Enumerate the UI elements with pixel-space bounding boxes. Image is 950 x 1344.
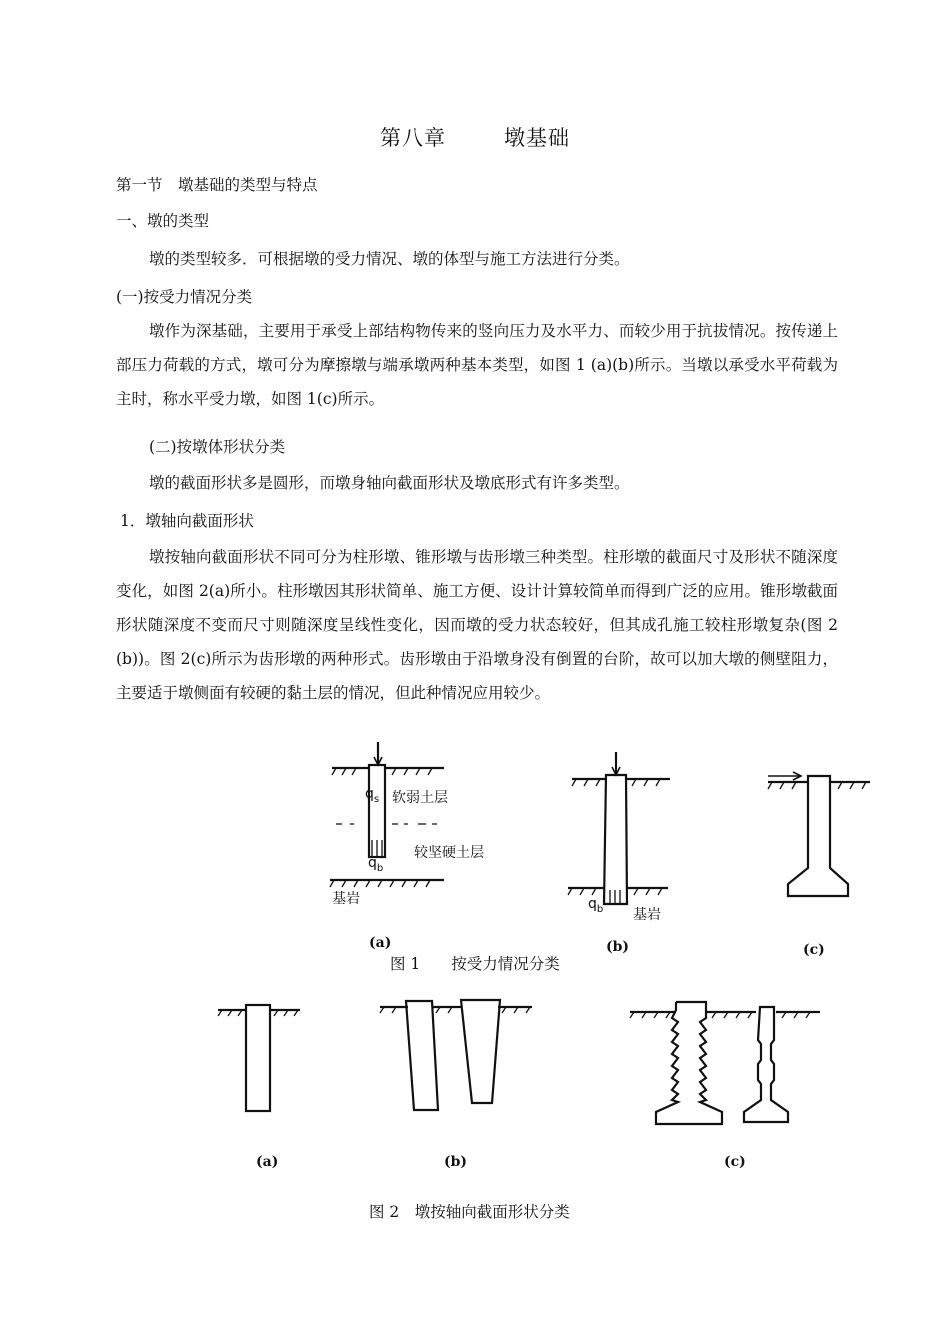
section-heading: 第一节 墩基础的类型与特点 <box>116 176 318 194</box>
paragraph-force: 墩作为深基础，主要用于承受上部结构物传来的竖向压力及水平力、而较少用于抗拔情况。按传递上部压力荷载的方式，墩可分为摩擦墩与端承墩两种基本类型，如图 1 (a)(b)所示。当墩以承受水平荷载为主时，称水平受力墩，如图 1(c)所示。 <box>116 322 838 408</box>
heading-by-shape: (二)按墩体形状分类 <box>149 438 286 456</box>
figure-2b-label: (b) <box>444 1154 468 1170</box>
figure-2a-cylindrical-pier <box>218 1005 300 1111</box>
chapter-number: 第八章 <box>380 126 446 150</box>
figure-1b-qb-label: $q_b$ <box>588 896 604 915</box>
paragraph-intro: 墩的类型较多．可根据墩的受力情况、墩的体型与施工方法进行分类。 <box>149 250 630 268</box>
figure-1b-bedrock-label: 基岩 <box>633 907 661 923</box>
figure-1-qs-label: $q_s$ <box>365 786 380 805</box>
figure-2c-label: (c) <box>724 1154 746 1170</box>
heading-by-force: (一)按受力情况分类 <box>116 288 253 306</box>
chapter-name: 墩基础 <box>504 126 570 150</box>
figure-1a-bedrock-label: 基岩 <box>332 891 360 907</box>
figure-1a-qb-label: $q_b$ <box>368 855 384 874</box>
figure-1c-label: (c) <box>803 942 825 958</box>
figure-2-caption: 图 2 墩按轴向截面形状分类 <box>369 1203 570 1221</box>
figure-1-caption: 图 1 按受力情况分类 <box>390 955 560 973</box>
figure-1-hard-soil-label: 较坚硬土层 <box>414 845 484 861</box>
paragraph-axial: 墩按轴向截面形状不同可分为柱形墩、锥形墩与齿形墩三种类型。柱形墩的截面尺寸及形状不随深度变化，如图 2(a)所小。柱形墩因其形状简单、施工方便、设计计算较简单而得到广泛的应用。锥形墩截面形状随深度不变而尺寸则随深度呈线性变化，因而墩的受力状态较好，但其成孔施工较柱形墩复杂(图 2(b))。图 2(c)所示为齿形墩的两种形式。齿形墩由于沿墩身没有倒置的台阶，故可以加大墩的侧壁阻力，主要适于墩侧面有较硬的黏土层的情况，但此种情况应用较少。 <box>116 548 838 702</box>
figure-2b-tapered-piers <box>380 1000 532 1110</box>
figure-1b-label: (b) <box>606 939 630 955</box>
heading-pier-types: 一、墩的类型 <box>116 212 210 230</box>
figure-1-soft-soil-label: 软弱土层 <box>392 790 448 806</box>
paragraph-shape: 墩的截面形状多是圆形，而墩身轴向截面形状及墩底形式有许多类型。 <box>149 474 630 492</box>
figure-1a-label: (a) <box>369 935 392 951</box>
figure-2c-toothed-piers <box>630 1002 820 1124</box>
heading-axial-section: 1．墩轴向截面形状 <box>120 512 254 530</box>
figure-2a-label: (a) <box>256 1154 279 1170</box>
